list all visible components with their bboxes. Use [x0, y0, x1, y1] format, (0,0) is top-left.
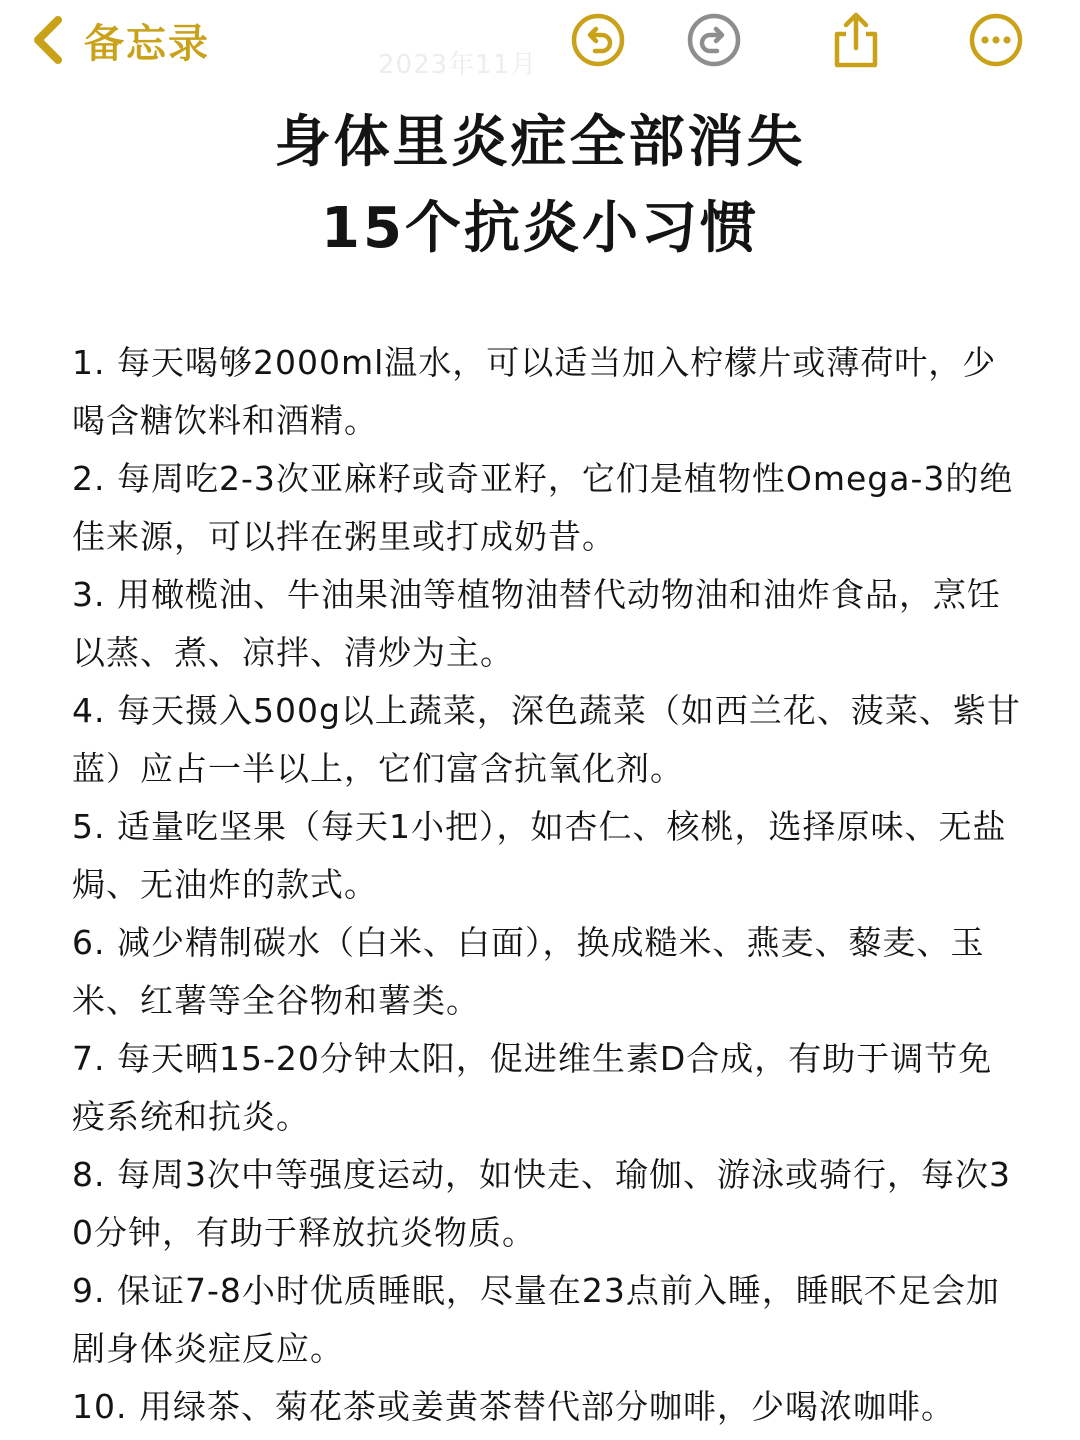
- list-item: 6. 减少精制碳水（白米、白面），换成糙米、燕麦、藜麦、玉米、红薯等全谷物和薯类。: [72, 923, 985, 1020]
- more-circle-icon: [968, 12, 1024, 68]
- list-item: 5. 适量吃坚果（每天1小把），如杏仁、核桃，选择原味、无盐焗、无油炸的款式。: [72, 807, 1007, 904]
- list-item: 9. 保证7-8小时优质睡眠，尽量在23点前入睡，睡眠不足会加剧身体炎症反应。: [72, 1271, 1000, 1368]
- list-item: 10. 用绿茶、菊花茶或姜黄茶替代部分咖啡，少喝浓咖啡。: [72, 1387, 955, 1426]
- list-item: 3. 用橄榄油、牛油果油等植物油替代动物油和油炸食品，烹饪以蒸、煮、凉拌、清炒为主。: [72, 575, 1001, 672]
- share-button[interactable]: [828, 12, 884, 68]
- undo-button[interactable]: [570, 12, 626, 68]
- undo-circle-icon: [570, 12, 626, 68]
- list-item: 1. 每天喝够2000ml温水，可以适当加入柠檬片或薄荷叶，少喝含糖饮料和酒精。: [72, 343, 997, 440]
- list-item: 4. 每天摄入500g以上蔬菜，深色蔬菜（如西兰花、菠菜、紫甘蓝）应占一半以上，它们富含抗氧化剂。: [72, 691, 1021, 788]
- redo-button[interactable]: [686, 12, 742, 68]
- navigation-bar: [0, 0, 1080, 80]
- habit-list: [72, 334, 1022, 1436]
- share-icon: [828, 12, 884, 68]
- note-date: 2023年11月: [378, 50, 538, 80]
- title-line-2: 15个抗炎小习惯: [321, 196, 759, 261]
- list-item: 7. 每天晒15-20分钟太阳，促进维生素D合成，有助于调节免疫系统和抗炎。: [72, 1039, 993, 1136]
- note-title: [0, 100, 1080, 272]
- chevron-left-icon: [28, 14, 68, 66]
- back-label: 备忘录: [84, 20, 210, 67]
- more-button[interactable]: [968, 12, 1024, 68]
- redo-circle-icon: [686, 12, 742, 68]
- back-button[interactable]: [28, 10, 210, 70]
- list-item: 2. 每周吃2-3次亚麻籽或奇亚籽，它们是植物性Omega-3的绝佳来源，可以拌在粥里或打成奶昔。: [72, 459, 1014, 556]
- list-item: 8. 每周3次中等强度运动，如快走、瑜伽、游泳或骑行，每次30分钟，有助于释放抗炎物质。: [72, 1155, 1011, 1252]
- title-line-1: 身体里炎症全部消失: [274, 110, 806, 175]
